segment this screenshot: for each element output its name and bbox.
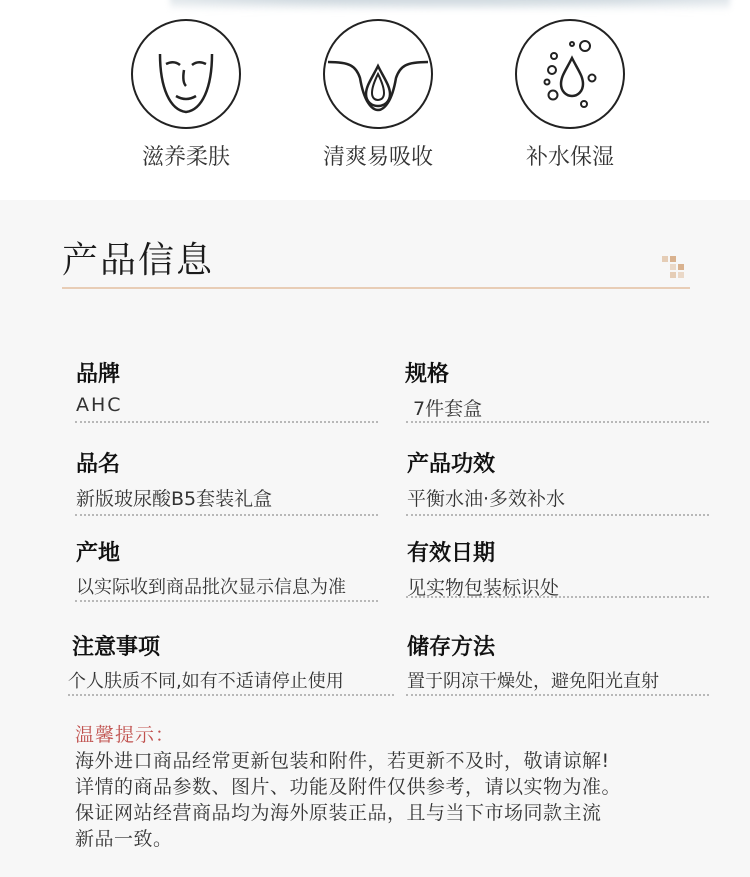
field-key: 注意事项 xyxy=(72,635,161,660)
feature-item-absorb xyxy=(278,18,478,178)
section-title: 产品信息 xyxy=(62,240,215,281)
moisture-bubbles-icon xyxy=(514,18,626,130)
divider xyxy=(406,694,709,696)
field-expiry xyxy=(407,536,559,600)
divider xyxy=(406,421,709,423)
field-value: 置于阴凉干燥处，避免阳光直射 xyxy=(407,671,659,692)
field-key: 品名 xyxy=(76,452,121,477)
header-image-fade xyxy=(170,0,730,12)
title-underline xyxy=(62,287,690,289)
divider xyxy=(406,596,709,598)
tips-line: 详情的商品参数、图片、功能及附件仅供参考，请以实物为准。 xyxy=(75,776,622,798)
field-product-name xyxy=(76,447,272,511)
feature-item-nourish xyxy=(86,18,286,178)
field-value: 平衡水油·多效补水 xyxy=(407,488,566,510)
tips-line: 保证网站经营商品均为海外原装正品，且与当下市场同款主流 xyxy=(75,802,602,824)
face-icon xyxy=(130,18,242,130)
divider xyxy=(75,600,378,602)
feature-item-moisture xyxy=(470,18,670,178)
field-value: AHC xyxy=(76,394,123,416)
field-spec xyxy=(405,357,482,421)
field-value: 新版玻尿酸B5套装礼盒 xyxy=(76,488,273,510)
decorative-squares-icon xyxy=(662,254,686,278)
divider xyxy=(68,694,394,696)
tips-line: 新品一致。 xyxy=(75,828,173,850)
field-origin xyxy=(76,536,346,599)
field-key: 规格 xyxy=(405,362,450,387)
field-key: 品牌 xyxy=(76,362,121,387)
tips-title: 温馨提示： xyxy=(75,724,176,746)
divider xyxy=(75,421,378,423)
field-value: 以实际收到商品批次显示信息为准 xyxy=(76,577,346,598)
water-drop-icon xyxy=(322,18,434,130)
divider xyxy=(75,514,378,516)
field-value: 见实物包装标识处 xyxy=(407,577,560,599)
field-key: 产地 xyxy=(76,541,121,566)
field-value: 个人肤质不同,如有不适请停止使用 xyxy=(68,671,344,692)
field-key: 产品功效 xyxy=(407,452,496,477)
divider xyxy=(406,514,709,516)
field-key: 有效日期 xyxy=(407,541,496,566)
field-storage xyxy=(407,630,659,693)
field-precautions xyxy=(68,630,344,693)
feature-label: 清爽易吸收 xyxy=(322,145,433,170)
field-key: 储存方法 xyxy=(407,635,496,660)
field-efficacy xyxy=(407,447,565,511)
tips-line: 海外进口商品经常更新包装和附件，若更新不及时，敬请谅解! xyxy=(75,750,610,772)
field-value: 7件套盒 xyxy=(413,398,483,420)
field-brand xyxy=(76,357,123,416)
feature-label: 补水保湿 xyxy=(525,145,614,170)
feature-label: 滋养柔肤 xyxy=(141,145,230,170)
